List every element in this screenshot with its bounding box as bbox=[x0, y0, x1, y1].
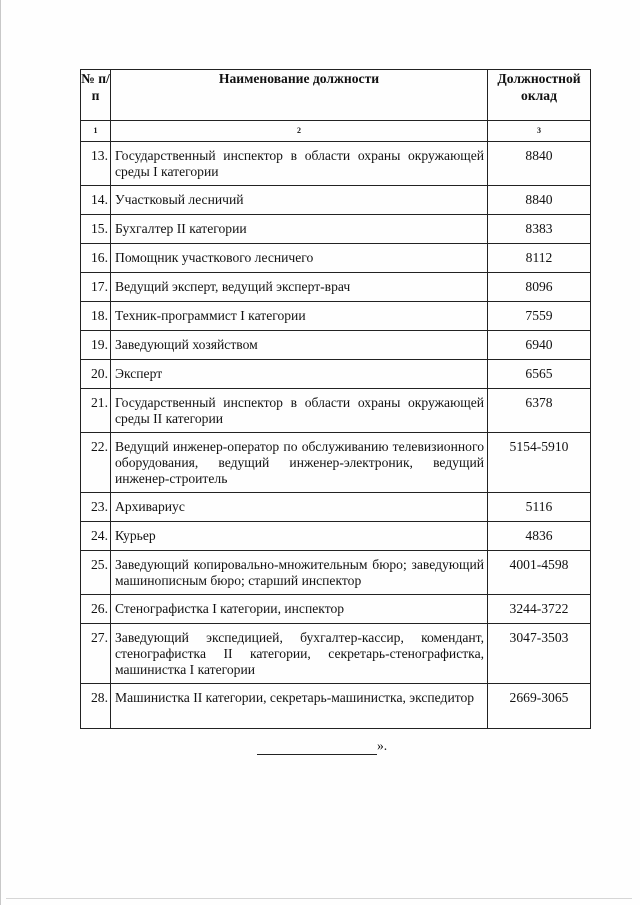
column-index-3: 3 bbox=[488, 121, 591, 142]
table-row bbox=[81, 331, 591, 360]
salary-table bbox=[80, 69, 591, 729]
row-number: 28. bbox=[81, 684, 111, 729]
row-number: 15. bbox=[81, 215, 111, 244]
scan-artifact bbox=[6, 898, 632, 899]
table-row bbox=[81, 360, 591, 389]
row-number: 27. bbox=[81, 624, 111, 684]
column-index-2: 2 bbox=[111, 121, 488, 142]
row-number: 25. bbox=[81, 551, 111, 595]
row-position-name: Ведущий инженер-оператор по обслуживанию телевизионного оборудования, ведущий инженер-электроник, ведущий инженер-строитель bbox=[111, 433, 488, 493]
row-position-name: Заведующий хозяйством bbox=[111, 331, 488, 360]
table-row bbox=[81, 186, 591, 215]
row-salary: 8840 bbox=[488, 142, 591, 186]
row-position-name: Архивариус bbox=[111, 493, 488, 522]
row-position-name: Помощник участкового лесничего bbox=[111, 244, 488, 273]
row-salary: 5154-5910 bbox=[488, 433, 591, 493]
table-row bbox=[81, 522, 591, 551]
column-index-1: 1 bbox=[81, 121, 111, 142]
row-position-name: Стенографистка I категории, инспектор bbox=[111, 595, 488, 624]
row-position-name: Эксперт bbox=[111, 360, 488, 389]
table-row bbox=[81, 215, 591, 244]
row-salary: 6565 bbox=[488, 360, 591, 389]
row-position-name: Заведующий копировально-множительным бюро; заведующий машинописным бюро; старший инспектор bbox=[111, 551, 488, 595]
row-position-name: Заведующий экспедицией, бухгалтер-кассир, комендант, стенографистка II категории, секретарь-стенографистка, машинистка I категории bbox=[111, 624, 488, 684]
row-position-name: Курьер bbox=[111, 522, 488, 551]
row-salary: 8112 bbox=[488, 244, 591, 273]
table-row bbox=[81, 551, 591, 595]
row-position-name: Бухгалтер II категории bbox=[111, 215, 488, 244]
row-number: 13. bbox=[81, 142, 111, 186]
row-position-name: Государственный инспектор в области охраны окружающей среды II категории bbox=[111, 389, 488, 433]
signature-underline bbox=[257, 740, 377, 755]
closing-quote: ». bbox=[377, 738, 388, 753]
closing-line bbox=[257, 737, 387, 755]
row-number: 14. bbox=[81, 186, 111, 215]
table-row bbox=[81, 389, 591, 433]
row-salary: 3244-3722 bbox=[488, 595, 591, 624]
table-row bbox=[81, 244, 591, 273]
row-number: 17. bbox=[81, 273, 111, 302]
row-salary: 8383 bbox=[488, 215, 591, 244]
row-salary: 2669-3065 bbox=[488, 684, 591, 729]
table-row bbox=[81, 595, 591, 624]
row-salary: 4001-4598 bbox=[488, 551, 591, 595]
table-body bbox=[81, 142, 591, 729]
table-row bbox=[81, 273, 591, 302]
row-number: 19. bbox=[81, 331, 111, 360]
row-salary: 7559 bbox=[488, 302, 591, 331]
header-number: № п/п bbox=[81, 70, 111, 121]
table-header-row bbox=[81, 70, 591, 121]
column-index-row bbox=[81, 121, 591, 142]
row-salary: 6378 bbox=[488, 389, 591, 433]
table-row bbox=[81, 302, 591, 331]
row-salary: 6940 bbox=[488, 331, 591, 360]
row-salary: 8840 bbox=[488, 186, 591, 215]
table-row bbox=[81, 433, 591, 493]
row-position-name: Государственный инспектор в области охраны окружающей среды I категории bbox=[111, 142, 488, 186]
row-position-name: Машинистка II категории, секретарь-машинистка, экспедитор bbox=[111, 684, 488, 729]
table-row bbox=[81, 142, 591, 186]
row-number: 18. bbox=[81, 302, 111, 331]
row-number: 22. bbox=[81, 433, 111, 493]
scan-artifact bbox=[0, 0, 1, 905]
row-number: 24. bbox=[81, 522, 111, 551]
row-salary: 8096 bbox=[488, 273, 591, 302]
row-salary: 4836 bbox=[488, 522, 591, 551]
row-number: 21. bbox=[81, 389, 111, 433]
table-row bbox=[81, 493, 591, 522]
row-salary: 3047-3503 bbox=[488, 624, 591, 684]
header-position-name: Наименование должности bbox=[111, 70, 488, 121]
row-position-name: Участковый лесничий bbox=[111, 186, 488, 215]
row-position-name: Техник-программист I категории bbox=[111, 302, 488, 331]
row-number: 16. bbox=[81, 244, 111, 273]
row-number: 20. bbox=[81, 360, 111, 389]
header-salary: Должностной оклад bbox=[488, 70, 591, 121]
row-number: 23. bbox=[81, 493, 111, 522]
table-row bbox=[81, 624, 591, 684]
row-position-name: Ведущий эксперт, ведущий эксперт-врач bbox=[111, 273, 488, 302]
row-salary: 5116 bbox=[488, 493, 591, 522]
row-number: 26. bbox=[81, 595, 111, 624]
table-row bbox=[81, 684, 591, 729]
